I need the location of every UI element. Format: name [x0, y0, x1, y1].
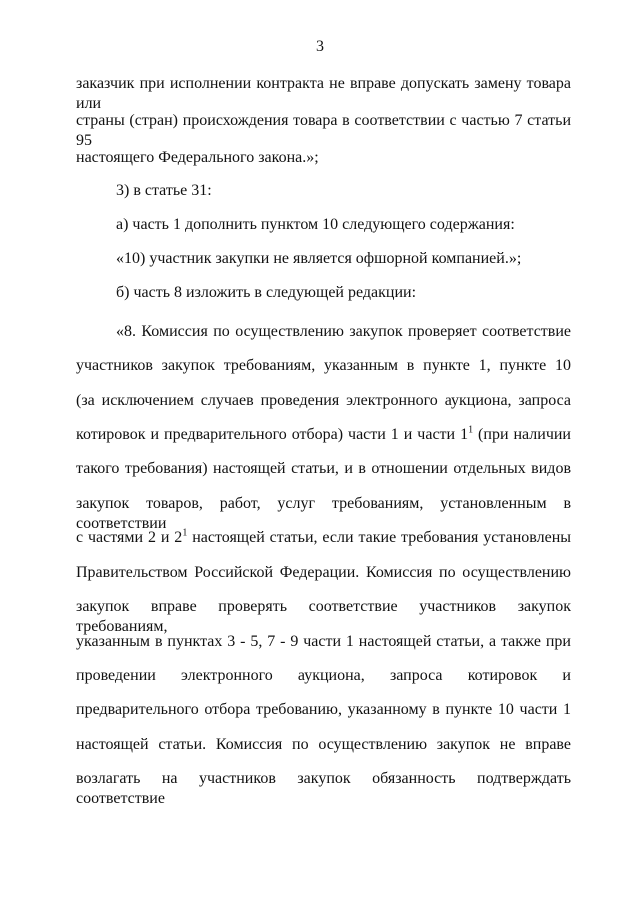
text-line-14 — [76, 528, 571, 548]
text-line-21: возлагать на участников закупок обязанность подтверждать соответствие — [76, 770, 571, 807]
text-line-4: 3) в статье 31: — [116, 182, 212, 199]
text-line-14-part-a: с частями 2 и 2 — [76, 529, 183, 546]
text-line-9: участников закупок требованиям, указанным в пункте 1, пункте 10 — [76, 357, 571, 374]
text-line-8: «8. Комиссия по осуществлению закупок проверяет соответствие — [116, 323, 571, 340]
text-line-5: а) часть 1 дополнить пунктом 10 следующего содержания: — [116, 216, 515, 233]
superscript: 1 — [468, 424, 474, 436]
text-line-17: указанным в пунктах 3 - 5, 7 - 9 части 1 настоящей статьи, а также при — [76, 633, 571, 650]
text-line-11 — [76, 425, 571, 445]
superscript: 1 — [182, 527, 188, 539]
text-line-11-part-a: котировок и предварительного отбора) части 1 и части 1 — [76, 426, 469, 443]
page-number: 3 — [316, 38, 324, 55]
text-line-16: закупок вправе проверять соответствие участников закупок требованиям, — [76, 598, 571, 635]
text-line-11-part-b: (при наличии — [473, 426, 571, 443]
text-line-14-part-b: настоящей статьи, если такие требования установлены — [187, 529, 571, 546]
text-line-12: такого требования) настоящей статьи, и в отношении отдельных видов — [76, 460, 571, 477]
text-line-19: предварительного отбора требованию, указанному в пункте 10 части 1 — [76, 701, 571, 718]
text-line-3: настоящего Федерального закона.»; — [76, 149, 319, 166]
text-line-15: Правительством Российской Федерации. Комиссия по осуществлению — [76, 564, 571, 581]
text-line-1: заказчик при исполнении контракта не вправе допускать замену товара или — [76, 75, 571, 112]
text-line-6: «10) участник закупки не является офшорной компанией.»; — [116, 250, 522, 267]
text-line-13: закупок товаров, работ, услуг требованиям, установленным в соответствии — [76, 495, 571, 532]
text-line-7: б) часть 8 изложить в следующей редакции: — [116, 284, 417, 301]
text-line-18: проведении электронного аукциона, запроса котировок и — [76, 667, 571, 684]
text-line-10: (за исключением случаев проведения электронного аукциона, запроса — [76, 392, 571, 409]
text-line-20: настоящей статьи. Комиссия по осуществлению закупок не вправе — [76, 736, 571, 753]
text-line-2: страны (стран) происхождения товара в соответствии с частью 7 статьи 95 — [76, 112, 571, 149]
